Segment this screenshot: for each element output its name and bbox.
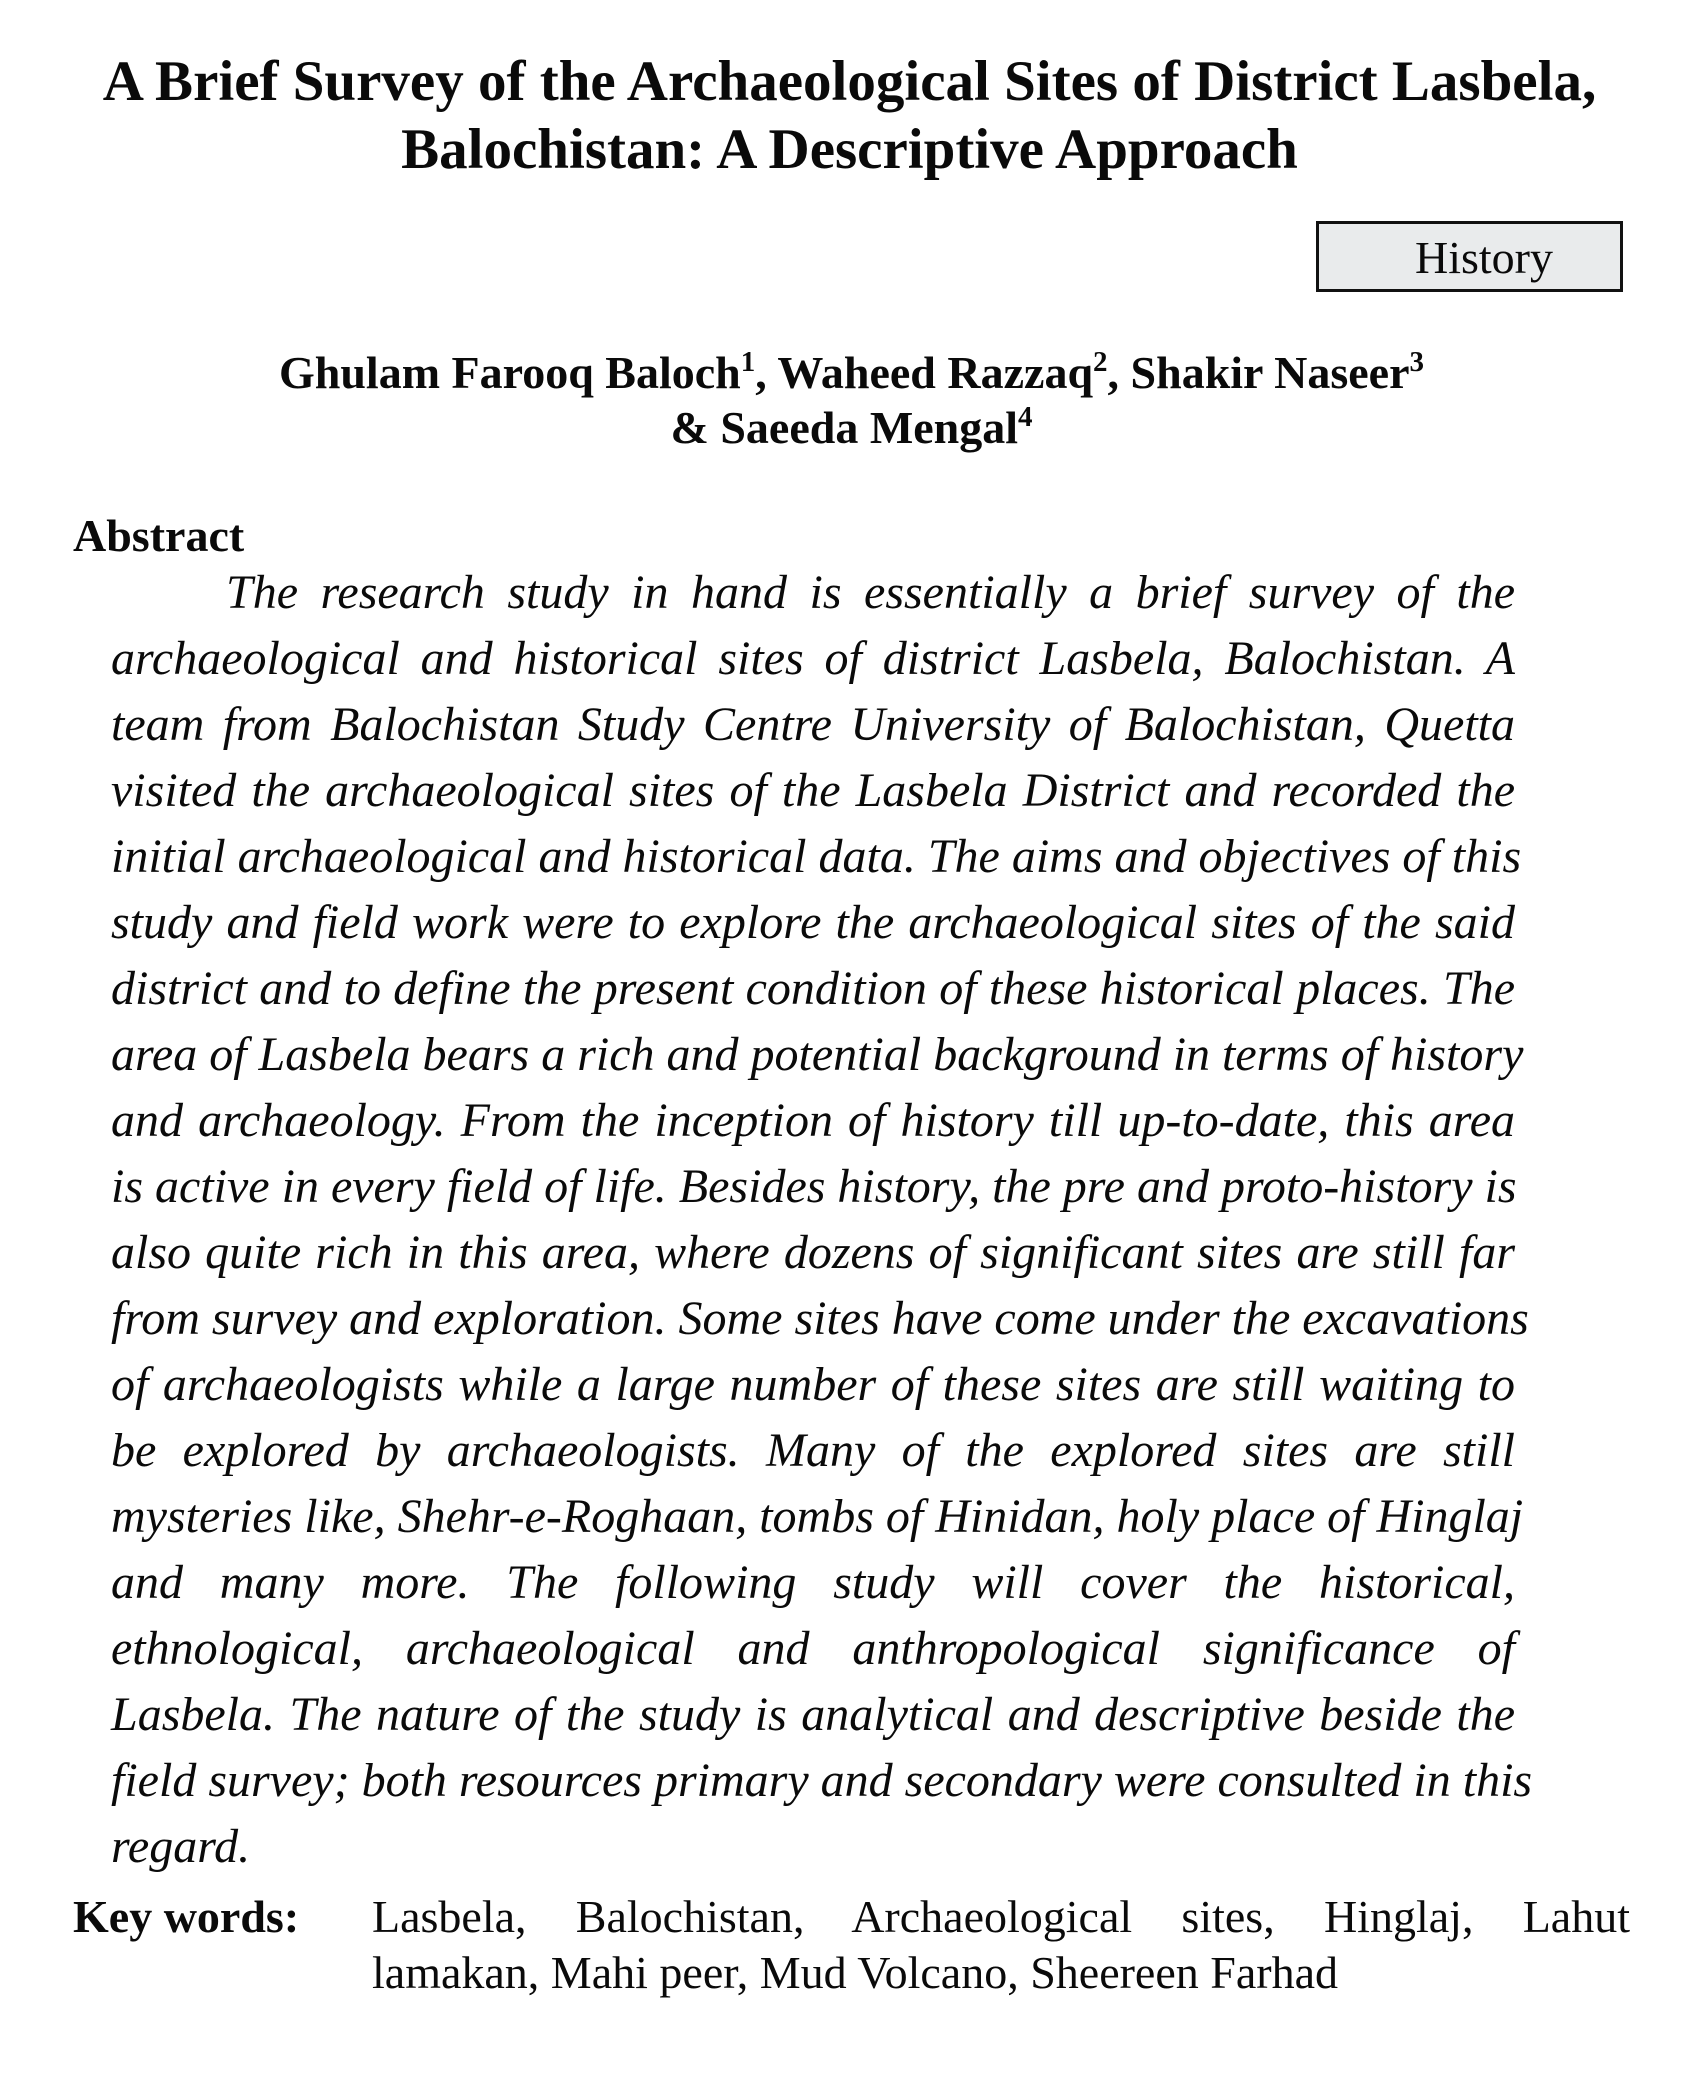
abstract-line: field survey; both resources primary and secondary were consulted in this [111, 1754, 1533, 1807]
keywords-label: Key words: [73, 1891, 300, 1942]
abstract-line: of archaeologists while a large number of these sites are still waiting to [111, 1358, 1515, 1411]
abstract-line: and many more. The following study will cover the historical, [111, 1556, 1515, 1609]
abstract-line: Lasbela. The nature of the study is analytical and descriptive beside the [111, 1688, 1515, 1741]
affiliation-mark: 4 [1018, 401, 1033, 433]
author-line-2 [12, 400, 1691, 455]
abstract-line: visited the archaeological sites of the Lasbela District and recorded the [111, 764, 1515, 817]
author-separator: & [670, 402, 721, 453]
paper-title-line-2: Balochistan: A Descriptive Approach [401, 118, 1298, 181]
abstract-line: regard. [111, 1820, 251, 1873]
subject-category-label: History [1415, 232, 1553, 283]
abstract-line: be explored by archaeologists. Many of the explored sites are still [111, 1424, 1515, 1477]
abstract-line: archaeological and historical sites of district Lasbela, Balochistan. A [111, 632, 1515, 685]
author-line-1 [12, 345, 1691, 400]
affiliation-mark: 1 [740, 346, 756, 378]
abstract-line: The research study in hand is essentially a brief survey of the [226, 566, 1515, 619]
abstract-heading: Abstract [73, 510, 245, 561]
abstract-line: mysteries like, Shehr-e-Roghaan, tombs of Hinidan, holy place of Hinglaj [111, 1490, 1524, 1543]
abstract-line: and archaeology. From the inception of history till up-to-date, this area [111, 1094, 1515, 1147]
abstract-line: ethnological, archaeological and anthropological significance of [111, 1622, 1515, 1675]
abstract-line: team from Balochistan Study Centre University of Balochistan, Quetta [111, 698, 1515, 751]
author-list [0, 345, 1691, 455]
abstract-line: district and to define the present condition of these historical places. The [111, 962, 1515, 1015]
subject-category-box [1316, 221, 1623, 292]
paper-title [0, 48, 1691, 184]
affiliation-mark: 2 [1093, 346, 1108, 378]
affiliation-mark: 3 [1409, 346, 1425, 378]
abstract-line: initial archaeological and historical data. The aims and objectives of this [111, 830, 1522, 883]
abstract-line: is active in every field of life. Besides history, the pre and proto-history is [111, 1160, 1517, 1213]
abstract-line: also quite rich in this area, where dozens of significant sites are still far [111, 1226, 1515, 1279]
abstract-body [111, 560, 1533, 1880]
author-separator: , [755, 347, 778, 398]
author-name: Ghulam Farooq Baloch [278, 347, 741, 398]
author-name: Saeeda Mengal [720, 402, 1019, 453]
author-name: Waheed Razzaq [777, 347, 1094, 398]
author-separator: , [1107, 347, 1131, 398]
abstract-line: from survey and exploration. Some sites have come under the excavations [111, 1292, 1529, 1345]
abstract-line: area of Lasbela bears a rich and potential background in terms of history [111, 1028, 1524, 1081]
paper-title-line-1: A Brief Survey of the Archaeological Sites of District Lasbela, [102, 50, 1597, 113]
keywords-line: Lasbela, Balochistan, Archaeological sites, Hinglaj, Lahut [372, 1891, 1630, 1942]
abstract-line: study and field work were to explore the archaeological sites of the said [111, 896, 1515, 949]
keywords-line: lamakan, Mahi peer, Mud Volcano, Sheereen Farhad [372, 1947, 1338, 1998]
keywords-values [372, 1889, 1630, 2001]
author-name: Shakir Naseer [1130, 347, 1410, 398]
